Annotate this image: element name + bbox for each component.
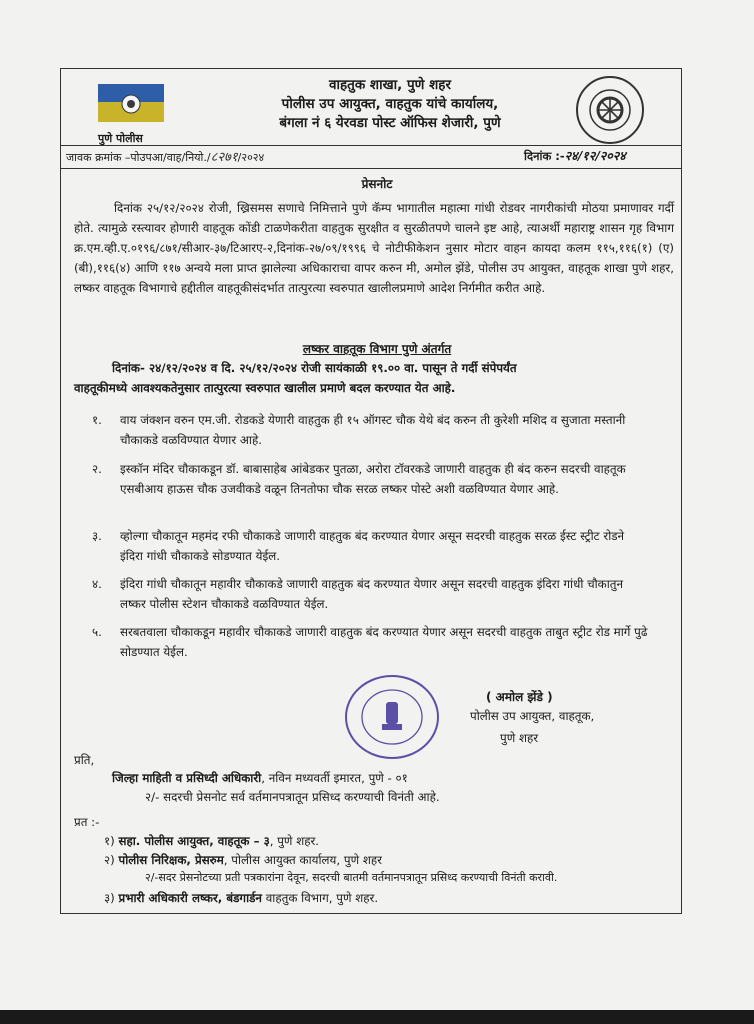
- item-text: इस्कॉन मंदिर चौकाकडून डॉ. बाबासाहेब आंबेडकर पुतळा, अरोरा टॉवरकडे जाणारी वाहतुक ही बंद करुन सदरची वाहतूक एसबीआय हाऊस चौक उजवीकडे वळून तिनतोफा चौक सरळ लष्कर पोस्टे अशी वळविण्यात येणार आहे.: [120, 462, 626, 496]
- section-title: लष्कर वाहतूक विभाग पुणे अंतर्गत: [302, 342, 452, 356]
- copy-number: १): [104, 834, 115, 848]
- item-number: १.: [92, 413, 102, 427]
- item-number: ५.: [92, 625, 102, 639]
- item-number: ४.: [92, 577, 102, 591]
- official-stamp-icon: [342, 672, 442, 762]
- list-item: [92, 526, 652, 568]
- copy-recipient: सहा. पोलीस आयुक्त, वाहतूक – ३: [118, 834, 270, 848]
- copy-item: [104, 833, 319, 849]
- list-item: [92, 410, 652, 452]
- copy-rest: , पुणे शहर.: [269, 834, 320, 848]
- item-text: वाय जंक्शन वरुन एम.जी. रोडकडे येणारी वाहतुक ही १५ ऑगस्ट चौक येथे बंद करुन ती कुरेशी मशिद व सुजाता मस्तानी चौकाकडे वळविण्यात येणार आहे.: [120, 413, 626, 447]
- copy-item: [104, 852, 382, 868]
- office-line3: बंगला नं ६ येरवडा पोस्ट ऑफिस शेजारी, पुणे: [279, 115, 501, 131]
- copy-note: २/-सदर प्रेसनोटच्या प्रती पत्रकारांना देवून, सदरची बातमी वर्तमानपत्रातून प्रसिध्द करण्याची विनंती करावी.: [145, 871, 558, 884]
- ref-year: /२०२४: [237, 151, 265, 164]
- copy-recipient: प्रभारी अधिकारी लष्कर, बंडगार्डन: [118, 891, 262, 905]
- section-para-line2: वाहतूकीमध्ये आवश्यकतेनुसार तात्पुरत्या स्वरुपात खालील प्रमाणे बदल करण्यात येत आहे.: [74, 381, 456, 395]
- date-value: २४/१२/२०२४: [564, 148, 626, 163]
- ref-divider: [60, 168, 682, 169]
- signatory-name: ( अमोल झेंडे ): [486, 690, 553, 704]
- office-line1: वाहतुक शाखा, पुणे शहर: [329, 77, 451, 93]
- signatory-designation: पोलीस उप आयुक्त, वाहतूक,: [470, 709, 595, 723]
- item-text: सरबतवाला चौकाकडून महावीर चौकाकडे जाणारी वाहतुक बंद करण्यात येणार असून सदरची वाहतुक ताबुत स्ट्रीट रोड मार्गे पुढे सोडण्यात येईल.: [120, 625, 648, 659]
- office-line2: पोलीस उप आयुक्त, वाहतुक यांचे कार्यालय,: [281, 96, 499, 112]
- item-text: इंदिरा गांधी चौकातून महावीर चौकाकडे जाणारी वाहतुक बंद करण्यात येणार असून सदरची वाहतुक इंदिरा गांधी चौकातुन लष्कर पोलीस स्टेशन चौकाकडे वळविण्यात येईल.: [120, 577, 624, 611]
- ref-number-handwritten: ८२७१: [210, 150, 238, 165]
- list-item: [92, 459, 652, 521]
- traffic-police-seal-icon: [572, 72, 648, 148]
- to-label: प्रति,: [74, 753, 95, 767]
- section-para-line1: दिनांक- २४/१२/२०२४ व दि. २५/१२/२०२४ रोजी सायंकाळी १९.०० वा. पासून ते गर्दी संपेपर्यंत: [112, 361, 517, 375]
- copy-recipient: पोलीस निरिक्षक, प्रेसरुम: [118, 853, 224, 867]
- item-text: व्होल्गा चौकातून महमंद रफी चौकाकडे जाणारी वाहतुक बंद करण्यात येणार असून सदरची वाहतुक सरळ ईस्ट स्ट्रीट रोडने इंदिरा गांधी चौकाकडे सोडण्यात येईल.: [120, 529, 625, 563]
- issue-date: [524, 147, 626, 164]
- office-heading: [240, 76, 540, 133]
- date-label: दिनांक :-: [524, 149, 565, 163]
- copy-label: प्रत :-: [74, 815, 100, 829]
- to-address: , नविन मध्यवर्ती इमारत, पुणे - ०१: [261, 771, 408, 785]
- press-note-title: प्रेसनोट: [361, 177, 393, 191]
- reference-number: [66, 147, 264, 165]
- to-recipient: जिल्हा माहिती व प्रसिध्दी अधिकारी: [112, 771, 262, 785]
- logo-caption: पुणे पोलीस: [98, 132, 143, 145]
- list-item: [92, 574, 652, 616]
- copy-item: [104, 890, 378, 906]
- item-number: २.: [92, 462, 102, 476]
- copy-rest: , पोलीस आयुक्त कार्यालय, पुणे शहर: [223, 853, 382, 867]
- copy-rest: वाहतुक विभाग, पुणे शहर.: [261, 891, 379, 905]
- copy-number: ३): [104, 891, 115, 905]
- ref-label: जावक क्रमांक –पोउपआ/वाह/नियो./: [66, 151, 211, 164]
- intro-paragraph: दिनांक २५/१२/२०२४ रोजी, ख्रिसमस सणाचे निमित्ताने पुणे कॅम्प भागातील महात्मा गांधी रोडवर नागरीकांची मोठया प्रमाणावर गर्दी होते. त्यामुळे रस्त्यावर होणारी वाहतूक कोंडी टाळणेकरीता वाहतुक सुरक्षीत व सुरळीतपणे चालने इष्ट आहे, त्याअर्थी महाराष्ट्र शासन गृह विभाग क्र.एम.व्ही.ए.०१९६/८७१/सीआर-३७/टिआरए-२,दिनांक-२७/०९/१९९६ चे नोटीफीकेशन नुसार मोटार वाहन कायदा कलम ११५,११६(१) (ए) (बी),११६(४) आणि ११७ अन्वये मला प्राप्त झालेल्या अधिकाराचा वापर करुन मी, अमोल झेंडे, पोलीस उप आयुक्त, वाहतूक शाखा पुणे शहर, लष्कर वाहतूक विभागाचे हद्दीतील वाहतूकीसंदर्भात तात्पुरत्या स्वरुपात खालीलप्रमाणे आदेश निर्गमीत करीत आहे.: [74, 201, 674, 295]
- copy-number: २): [104, 853, 115, 867]
- item-number: ३.: [92, 529, 102, 543]
- list-item: [92, 622, 652, 664]
- signatory-city: पुणे शहर: [500, 731, 539, 745]
- to-line1: [112, 770, 408, 786]
- to-line2: २/- सदरची प्रेसनोट सर्व वर्तमानपत्रातून प्रसिध्द करण्याची विनंती आहे.: [145, 790, 440, 804]
